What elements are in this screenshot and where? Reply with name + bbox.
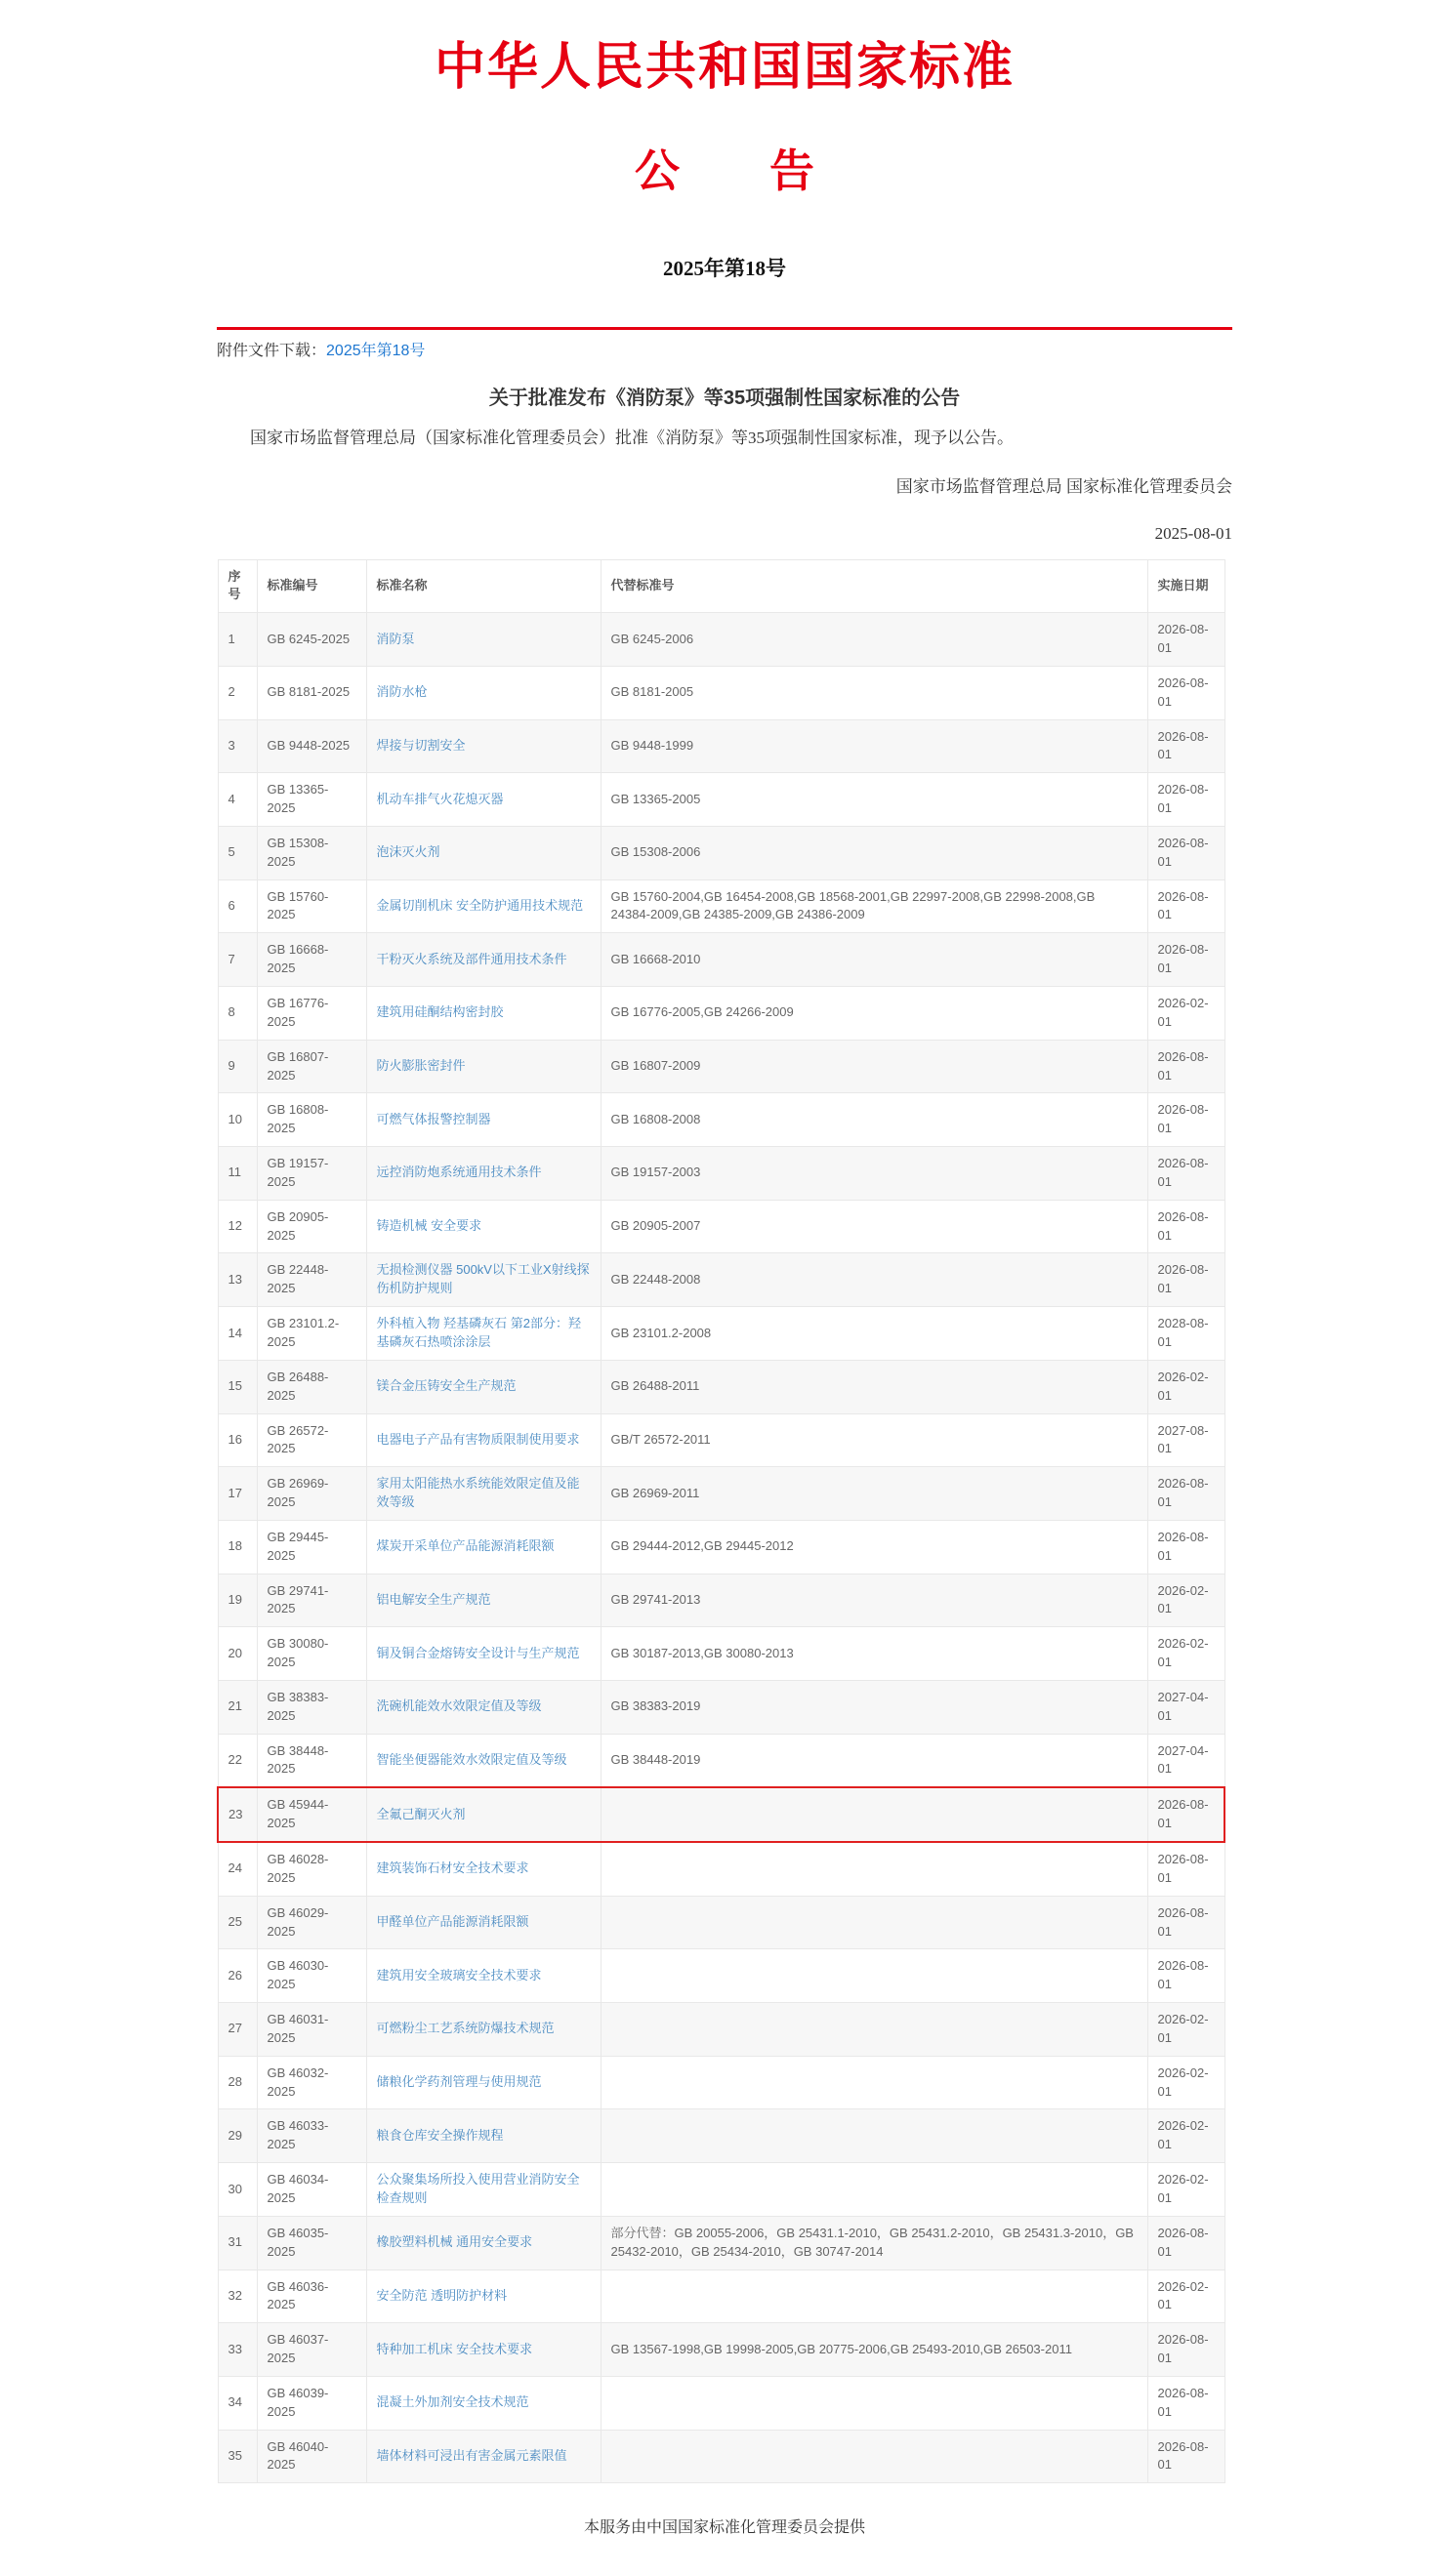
row-index-cell: 31 <box>218 2216 257 2269</box>
row-index-cell: 35 <box>218 2430 257 2483</box>
standard-name-link[interactable]: 公众聚集场所投入使用营业消防安全检查规则 <box>376 2172 580 2205</box>
announcement-date: 2025-08-01 <box>1154 523 1232 543</box>
row-index-cell: 15 <box>218 1360 257 1413</box>
standard-name-cell <box>366 613 601 667</box>
replaced-standards-cell: GB 6245-2006 <box>601 613 1147 667</box>
replaced-standards-cell: GB 16776-2005,GB 24266-2009 <box>601 987 1147 1041</box>
table-row-highlighted <box>218 1787 1224 1842</box>
row-index-cell: 23 <box>218 1787 257 1842</box>
table-row <box>218 2163 1224 2217</box>
replaced-standards-cell <box>601 2056 1147 2109</box>
standard-name-link[interactable]: 建筑用安全玻璃安全技术要求 <box>376 1967 542 1983</box>
implementation-date-cell: 2026-08-01 <box>1147 1896 1224 1949</box>
row-index-cell: 18 <box>218 1520 257 1574</box>
replaced-standards-cell: GB 16807-2009 <box>601 1040 1147 1093</box>
standard-name-link[interactable]: 金属切削机床 安全防护通用技术规范 <box>376 898 584 914</box>
standard-name-link[interactable]: 电器电子产品有害物质限制使用要求 <box>376 1431 580 1447</box>
standard-name-link[interactable]: 橡胶塑料机械 通用安全要求 <box>376 2234 533 2250</box>
standard-code-cell: GB 38448-2025 <box>257 1734 366 1787</box>
standard-name-cell <box>366 1574 601 1627</box>
table-row <box>218 987 1224 1041</box>
standard-name-link[interactable]: 智能坐便器能效水效限定值及等级 <box>376 1752 567 1768</box>
standard-name-link[interactable]: 镁合金压铸安全生产规范 <box>376 1378 517 1394</box>
footer-note: 本服务由中国国家标准化管理委员会提供 <box>583 2519 865 2537</box>
row-index-cell: 29 <box>218 2109 257 2163</box>
standard-code-cell: GB 9448-2025 <box>257 719 366 773</box>
table-row <box>218 666 1224 719</box>
implementation-date-cell: 2026-02-01 <box>1147 2003 1224 2057</box>
replaced-standards-cell: GB 30187-2013,GB 30080-2013 <box>601 1627 1147 1681</box>
standards-table <box>217 559 1225 2484</box>
announcement-body: 国家市场监督管理总局（国家标准化管理委员会）批准《消防泵》等35项强制性国家标准，现予以公告。 <box>250 429 1014 447</box>
row-index-cell: 8 <box>218 987 257 1041</box>
standard-name-cell <box>366 1147 601 1201</box>
table-row <box>218 1253 1224 1307</box>
standard-code-cell: GB 46036-2025 <box>257 2269 366 2323</box>
standard-name-link[interactable]: 泡沫灭火剂 <box>376 844 440 860</box>
implementation-date-cell: 2026-02-01 <box>1147 2163 1224 2217</box>
implementation-date-cell: 2026-08-01 <box>1147 1040 1224 1093</box>
replaced-standards-cell: GB 16668-2010 <box>601 933 1147 987</box>
standard-name-cell <box>366 1896 601 1949</box>
implementation-date-cell: 2027-04-01 <box>1147 1734 1224 1787</box>
replaced-standards-cell: GB/T 26572-2011 <box>601 1413 1147 1467</box>
standard-code-cell: GB 26488-2025 <box>257 1360 366 1413</box>
table-row <box>218 1360 1224 1413</box>
table-row <box>218 719 1224 773</box>
standard-name-cell <box>366 933 601 987</box>
row-index-cell: 11 <box>218 1147 257 1201</box>
implementation-date-cell: 2026-02-01 <box>1147 987 1224 1041</box>
implementation-date-cell: 2026-08-01 <box>1147 1949 1224 2003</box>
implementation-date-cell: 2026-08-01 <box>1147 1200 1224 1253</box>
replaced-standards-cell <box>601 2376 1147 2430</box>
replaced-standards-cell: GB 8181-2005 <box>601 666 1147 719</box>
attachment-bar <box>217 338 1232 360</box>
attachment-download-link[interactable]: 2025年第18号 <box>326 343 426 359</box>
implementation-date-cell: 2026-02-01 <box>1147 1360 1224 1413</box>
standard-name-cell <box>366 1040 601 1093</box>
table-row <box>218 2003 1224 2057</box>
implementation-date-cell: 2026-08-01 <box>1147 2216 1224 2269</box>
table-row <box>218 1734 1224 1787</box>
standard-name-cell <box>366 1253 601 1307</box>
implementation-date-cell: 2026-08-01 <box>1147 773 1224 827</box>
issuer-line: 国家市场监督管理总局 国家标准化管理委员会 <box>895 476 1232 496</box>
standard-code-cell: GB 16776-2025 <box>257 987 366 1041</box>
standard-code-cell: GB 16807-2025 <box>257 1040 366 1093</box>
standard-code-cell: GB 19157-2025 <box>257 1147 366 1201</box>
replaced-standards-cell: GB 38383-2019 <box>601 1680 1147 1734</box>
implementation-date-cell: 2026-08-01 <box>1147 1467 1224 1521</box>
standard-code-cell: GB 16808-2025 <box>257 1093 366 1147</box>
replaced-standards-cell: GB 13567-1998,GB 19998-2005,GB 20775-2006,GB 25493-2010,GB 26503-2011 <box>601 2323 1147 2377</box>
standard-name-cell <box>366 1413 601 1467</box>
implementation-date-cell: 2026-02-01 <box>1147 1574 1224 1627</box>
standard-name-link[interactable]: 无损检测仪器 500kV以下工业X射线探伤机防护规则 <box>376 1262 590 1296</box>
table-row <box>218 1200 1224 1253</box>
standard-name-cell <box>366 2376 601 2430</box>
standard-name-cell <box>366 1200 601 1253</box>
standard-name-cell <box>366 2163 601 2217</box>
table-row <box>218 1413 1224 1467</box>
standard-name-link[interactable]: 全氟己酮灭火剂 <box>376 1806 466 1821</box>
table-row <box>218 2269 1224 2323</box>
row-index-cell: 4 <box>218 773 257 827</box>
standard-name-link[interactable]: 可燃粉尘工艺系统防爆技术规范 <box>376 2021 555 2036</box>
standard-name-link[interactable]: 消防水枪 <box>376 684 428 700</box>
replaced-standards-cell: GB 15760-2004,GB 16454-2008,GB 18568-2001,GB 22997-2008,GB 22998-2008,GB 24384-2009,GB 24385-2009,GB 24386-2009 <box>601 879 1147 933</box>
row-index-cell: 1 <box>218 613 257 667</box>
red-divider <box>217 327 1232 330</box>
table-row <box>218 879 1224 933</box>
table-row <box>218 2216 1224 2269</box>
table-row <box>218 2056 1224 2109</box>
implementation-date-cell: 2026-08-01 <box>1147 1253 1224 1307</box>
standard-name-cell <box>366 1093 601 1147</box>
implementation-date-cell: 2026-08-01 <box>1147 826 1224 879</box>
replaced-standards-cell: GB 23101.2-2008 <box>601 1307 1147 1361</box>
implementation-date-cell: 2026-08-01 <box>1147 1842 1224 1896</box>
row-index-cell: 10 <box>218 1093 257 1147</box>
standard-code-cell: GB 46030-2025 <box>257 1949 366 2003</box>
table-row <box>218 613 1224 667</box>
replaced-standards-cell: GB 9448-1999 <box>601 719 1147 773</box>
replaced-standards-cell: GB 26488-2011 <box>601 1360 1147 1413</box>
standard-name-cell <box>366 2323 601 2377</box>
header-replaced-standards: 代替标准号 <box>601 559 1147 613</box>
replaced-standards-cell <box>601 2109 1147 2163</box>
implementation-date-cell: 2026-08-01 <box>1147 1520 1224 1574</box>
standard-name-link[interactable]: 焊接与切割安全 <box>376 737 466 753</box>
implementation-date-cell: 2026-08-01 <box>1147 879 1224 933</box>
implementation-date-cell: 2026-08-01 <box>1147 2430 1224 2483</box>
standard-code-cell: GB 46039-2025 <box>257 2376 366 2430</box>
row-index-cell: 28 <box>218 2056 257 2109</box>
row-index-cell: 30 <box>218 2163 257 2217</box>
standard-name-cell <box>366 1680 601 1734</box>
standard-name-link[interactable]: 铜及铜合金熔铸安全设计与生产规范 <box>376 1645 580 1660</box>
table-row <box>218 773 1224 827</box>
standard-name-cell <box>366 1842 601 1896</box>
table-row <box>218 826 1224 879</box>
standard-code-cell: GB 46040-2025 <box>257 2430 366 2483</box>
replaced-standards-cell: 部分代替：GB 20055-2006，GB 25431.1-2010，GB 25431.2-2010，GB 25431.3-2010，GB 25432-2010，GB 25434-2010，GB 30747-2014 <box>601 2216 1147 2269</box>
page-subtitle: 公 告 <box>635 146 814 196</box>
standard-name-cell <box>366 773 601 827</box>
replaced-standards-cell: GB 16808-2008 <box>601 1093 1147 1147</box>
standard-name-link[interactable]: 混凝土外加剂安全技术规范 <box>376 2394 529 2410</box>
standard-name-link[interactable]: 建筑装饰石材安全技术要求 <box>376 1860 529 1876</box>
standard-name-link[interactable]: 洗碗机能效水效限定值及等级 <box>376 1698 542 1714</box>
replaced-standards-cell <box>601 2269 1147 2323</box>
table-row <box>218 1147 1224 1201</box>
standard-name-link[interactable]: 家用太阳能热水系统能效限定值及能效等级 <box>376 1476 580 1510</box>
row-index-cell: 25 <box>218 1896 257 1949</box>
standard-code-cell: GB 8181-2025 <box>257 666 366 719</box>
implementation-date-cell: 2026-02-01 <box>1147 2109 1224 2163</box>
standard-name-cell <box>366 666 601 719</box>
standard-code-cell: GB 26572-2025 <box>257 1413 366 1467</box>
standard-name-cell <box>366 2109 601 2163</box>
table-row <box>218 2376 1224 2430</box>
table-row <box>218 1680 1224 1734</box>
standard-name-cell <box>366 719 601 773</box>
row-index-cell: 17 <box>218 1467 257 1521</box>
row-index-cell: 2 <box>218 666 257 719</box>
table-row <box>218 2109 1224 2163</box>
standard-name-cell <box>366 1627 601 1681</box>
row-index-cell: 14 <box>218 1307 257 1361</box>
standard-name-link[interactable]: 甲醛单位产品能源消耗限额 <box>376 1914 529 1930</box>
replaced-standards-cell: GB 38448-2019 <box>601 1734 1147 1787</box>
standard-name-link[interactable]: 特种加工机床 安全技术要求 <box>376 2341 533 2356</box>
standard-name-cell <box>366 2003 601 2057</box>
row-index-cell: 21 <box>218 1680 257 1734</box>
standard-code-cell: GB 15760-2025 <box>257 879 366 933</box>
replaced-standards-cell <box>601 2003 1147 2057</box>
standards-table-body <box>218 613 1224 2483</box>
row-index-cell: 16 <box>218 1413 257 1467</box>
standard-name-link[interactable]: 建筑用硅酮结构密封胶 <box>376 1004 504 1020</box>
standard-name-cell <box>366 2269 601 2323</box>
standard-code-cell: GB 30080-2025 <box>257 1627 366 1681</box>
row-index-cell: 20 <box>218 1627 257 1681</box>
standard-name-link[interactable]: 墙体材料可浸出有害金属元素限值 <box>376 2447 567 2463</box>
implementation-date-cell: 2026-08-01 <box>1147 613 1224 667</box>
standard-name-cell <box>366 826 601 879</box>
standard-name-link[interactable]: 铝电解安全生产规范 <box>376 1591 491 1607</box>
replaced-standards-cell <box>601 1787 1147 1842</box>
standard-name-cell <box>366 1520 601 1574</box>
standard-code-cell: GB 26969-2025 <box>257 1467 366 1521</box>
row-index-cell: 19 <box>218 1574 257 1627</box>
standard-name-cell <box>366 1360 601 1413</box>
row-index-cell: 3 <box>218 719 257 773</box>
row-index-cell: 24 <box>218 1842 257 1896</box>
standard-name-link[interactable]: 外科植入物 羟基磷灰石 第2部分：羟基磷灰石热喷涂涂层 <box>376 1316 581 1349</box>
replaced-standards-cell <box>601 2163 1147 2217</box>
row-index-cell: 32 <box>218 2269 257 2323</box>
replaced-standards-cell: GB 29741-2013 <box>601 1574 1147 1627</box>
standard-code-cell: GB 46032-2025 <box>257 2056 366 2109</box>
standard-name-cell <box>366 987 601 1041</box>
replaced-standards-cell <box>601 1896 1147 1949</box>
replaced-standards-cell: GB 20905-2007 <box>601 1200 1147 1253</box>
standard-code-cell: GB 13365-2025 <box>257 773 366 827</box>
page-title: 中华人民共和国国家标准 <box>434 40 1015 96</box>
standard-code-cell: GB 38383-2025 <box>257 1680 366 1734</box>
attachment-label: 附件文件下载： <box>217 343 327 359</box>
table-row <box>218 1949 1224 2003</box>
standard-code-cell: GB 22448-2025 <box>257 1253 366 1307</box>
implementation-date-cell: 2026-08-01 <box>1147 719 1224 773</box>
replaced-standards-cell: GB 19157-2003 <box>601 1147 1147 1201</box>
announcement-title: 关于批准发布《消防泵》等35项强制性国家标准的公告 <box>488 388 961 409</box>
table-row <box>218 1093 1224 1147</box>
standard-name-link[interactable]: 铸造机械 安全要求 <box>376 1218 482 1234</box>
row-index-cell: 9 <box>218 1040 257 1093</box>
table-row <box>218 1307 1224 1361</box>
standard-name-cell <box>366 879 601 933</box>
table-row <box>218 1842 1224 1896</box>
standard-name-cell <box>366 2430 601 2483</box>
standard-name-cell <box>366 1787 601 1842</box>
standard-name-cell <box>366 1949 601 2003</box>
table-header-row <box>218 559 1224 613</box>
implementation-date-cell: 2026-08-01 <box>1147 1093 1224 1147</box>
standard-name-cell <box>366 1467 601 1521</box>
implementation-date-cell: 2027-04-01 <box>1147 1680 1224 1734</box>
header-implementation-date: 实施日期 <box>1147 559 1224 613</box>
table-row <box>218 1574 1224 1627</box>
table-row <box>218 1520 1224 1574</box>
standard-name-cell <box>366 1307 601 1361</box>
standard-code-cell: GB 16668-2025 <box>257 933 366 987</box>
implementation-date-cell: 2026-08-01 <box>1147 933 1224 987</box>
standard-name-link[interactable]: 消防泵 <box>376 631 415 646</box>
row-index-cell: 12 <box>218 1200 257 1253</box>
table-row <box>218 1040 1224 1093</box>
replaced-standards-cell: GB 22448-2008 <box>601 1253 1147 1307</box>
header-standard-name: 标准名称 <box>366 559 601 613</box>
row-index-cell: 27 <box>218 2003 257 2057</box>
row-index-cell: 26 <box>218 1949 257 2003</box>
table-row <box>218 1627 1224 1681</box>
table-row <box>218 2323 1224 2377</box>
standard-name-cell <box>366 2216 601 2269</box>
replaced-standards-cell <box>601 2430 1147 2483</box>
implementation-date-cell: 2026-08-01 <box>1147 666 1224 719</box>
replaced-standards-cell: GB 13365-2005 <box>601 773 1147 827</box>
standard-name-cell <box>366 1734 601 1787</box>
implementation-date-cell: 2026-02-01 <box>1147 1627 1224 1681</box>
implementation-date-cell: 2028-08-01 <box>1147 1307 1224 1361</box>
table-row <box>218 2430 1224 2483</box>
standard-code-cell: GB 46034-2025 <box>257 2163 366 2217</box>
standard-name-link[interactable]: 储粮化学药剂管理与使用规范 <box>376 2074 542 2090</box>
standard-code-cell: GB 45944-2025 <box>257 1787 366 1842</box>
replaced-standards-cell: GB 26969-2011 <box>601 1467 1147 1521</box>
standard-code-cell: GB 23101.2-2025 <box>257 1307 366 1361</box>
standard-name-link[interactable]: 干粉灭火系统及部件通用技术条件 <box>376 951 567 966</box>
row-index-cell: 34 <box>218 2376 257 2430</box>
standard-code-cell: GB 29741-2025 <box>257 1574 366 1627</box>
standard-name-link[interactable]: 安全防范 透明防护材料 <box>376 2287 508 2303</box>
header-standard-code: 标准编号 <box>257 559 366 613</box>
header-index: 序号 <box>218 559 257 613</box>
standard-code-cell: GB 15308-2025 <box>257 826 366 879</box>
row-index-cell: 22 <box>218 1734 257 1787</box>
row-index-cell: 5 <box>218 826 257 879</box>
implementation-date-cell: 2026-02-01 <box>1147 2056 1224 2109</box>
issue-number: 2025年第18号 <box>663 257 786 280</box>
standard-name-link[interactable]: 远控消防炮系统通用技术条件 <box>376 1165 542 1180</box>
replaced-standards-cell: GB 29444-2012,GB 29445-2012 <box>601 1520 1147 1574</box>
standard-name-link[interactable]: 防火膨胀密封件 <box>376 1058 466 1074</box>
standard-name-link[interactable]: 可燃气体报警控制器 <box>376 1111 491 1126</box>
standard-name-link[interactable]: 煤炭开采单位产品能源消耗限额 <box>376 1538 555 1554</box>
implementation-date-cell: 2027-08-01 <box>1147 1413 1224 1467</box>
table-row <box>218 1896 1224 1949</box>
standard-code-cell: GB 46029-2025 <box>257 1896 366 1949</box>
replaced-standards-cell <box>601 1842 1147 1896</box>
implementation-date-cell: 2026-08-01 <box>1147 2376 1224 2430</box>
table-row <box>218 1467 1224 1521</box>
standard-code-cell: GB 20905-2025 <box>257 1200 366 1253</box>
implementation-date-cell: 2026-02-01 <box>1147 2269 1224 2323</box>
standard-code-cell: GB 29445-2025 <box>257 1520 366 1574</box>
standard-code-cell: GB 46028-2025 <box>257 1842 366 1896</box>
page-content <box>217 0 1232 2576</box>
table-row <box>218 933 1224 987</box>
replaced-standards-cell: GB 15308-2006 <box>601 826 1147 879</box>
standard-name-link[interactable]: 机动车排气火花熄灭器 <box>376 791 504 806</box>
standard-code-cell: GB 46037-2025 <box>257 2323 366 2377</box>
row-index-cell: 13 <box>218 1253 257 1307</box>
implementation-date-cell: 2026-08-01 <box>1147 1147 1224 1201</box>
row-index-cell: 6 <box>218 879 257 933</box>
row-index-cell: 33 <box>218 2323 257 2377</box>
row-index-cell: 7 <box>218 933 257 987</box>
standard-code-cell: GB 46035-2025 <box>257 2216 366 2269</box>
standard-code-cell: GB 46033-2025 <box>257 2109 366 2163</box>
standard-code-cell: GB 6245-2025 <box>257 613 366 667</box>
standard-name-cell <box>366 2056 601 2109</box>
standard-code-cell: GB 46031-2025 <box>257 2003 366 2057</box>
implementation-date-cell: 2026-08-01 <box>1147 1787 1224 1842</box>
replaced-standards-cell <box>601 1949 1147 2003</box>
implementation-date-cell: 2026-08-01 <box>1147 2323 1224 2377</box>
standard-name-link[interactable]: 粮食仓库安全操作规程 <box>376 2127 504 2143</box>
